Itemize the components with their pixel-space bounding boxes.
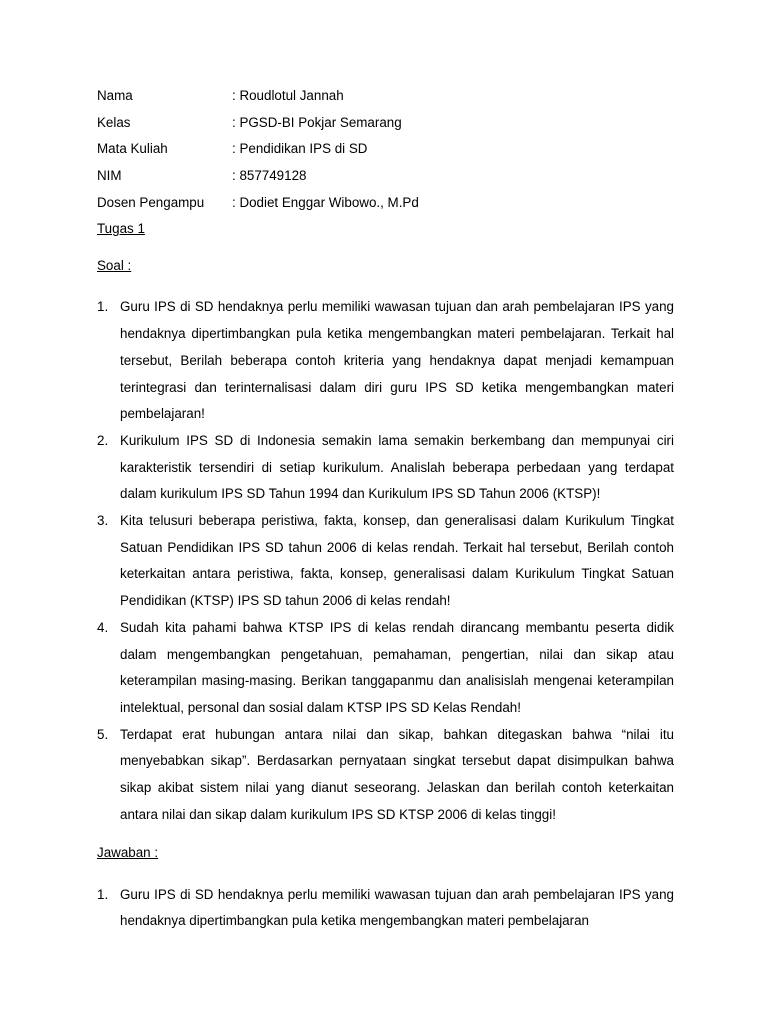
item-number: 1.	[97, 299, 109, 315]
info-label: Dosen Pengampu	[97, 194, 205, 210]
document-page	[97, 86, 674, 935]
info-value: : Dodiet Enggar Wibowo., M.Pd	[232, 194, 419, 210]
list-item	[97, 294, 674, 428]
info-row-dosen	[97, 193, 674, 220]
list-item	[97, 428, 674, 508]
item-number: 3.	[97, 513, 109, 529]
soal-list	[97, 294, 674, 828]
item-text: Kita telusuri beberapa peristiwa, fakta, konsep, dan generalisasi dalam Kurikulum Tingkat Satuan Pendidikan IPS SD tahun 2006 di kelas rendah. Terkait hal tersebut, Berilah contoh keterkaitan antara peristiwa, fakta, konsep, generalisasi dalam Kurikulum Tingkat Satuan Pendidikan (KTSP) IPS SD tahun 2006 di kelas rendah!	[120, 513, 674, 609]
item-text: Guru IPS di SD hendaknya perlu memiliki wawasan tujuan dan arah pembelajaran IPS yang hendaknya dipertimbangkan pula ketika mengembangkan materi pembelajaran. Terkait hal tersebut, Berilah beberapa contoh kriteria yang hendaknya dapat menjadi kemampuan terintegrasi dan terinternalisasi dalam diri guru IPS SD ketika mengembangkan materi pembelajaran!	[120, 299, 674, 422]
info-value: : 857749128	[232, 168, 307, 184]
info-label: Kelas	[97, 114, 131, 130]
item-text: Kurikulum IPS SD di Indonesia semakin lama semakin berkembang dan mempunyai ciri karakteristik tersendiri di setiap kurikulum. Analislah beberapa perbedaan yang terdapat dalam kurikulum IPS SD Tahun 1994 dan Kurikulum IPS SD Tahun 2006 (KTSP)!	[120, 432, 674, 502]
info-row-nim	[97, 166, 674, 193]
item-number: 2.	[97, 432, 109, 448]
soal-heading: Soal :	[97, 258, 132, 274]
list-item	[97, 882, 674, 935]
item-number: 1.	[97, 886, 109, 902]
item-number: 5.	[97, 726, 109, 742]
info-value: : Roudlotul Jannah	[232, 88, 344, 103]
info-label: Mata Kuliah	[97, 141, 168, 157]
list-item	[97, 508, 674, 615]
task-title: Tugas 1	[97, 221, 145, 237]
student-info	[97, 86, 674, 219]
item-text: Terdapat erat hubungan antara nilai dan sikap, bahkan ditegaskan bahwa “nilai itu menyebabkan sikap”. Berdasarkan pernyataan singkat tersebut dapat disimpulkan bahwa sikap akibat sistem nilai yang dianut seseorang. Jelaskan dan berilah contoh keterkaitan antara nilai dan sikap dalam kurikulum IPS SD KTSP 2006 di kelas tinggi!	[120, 726, 674, 822]
info-row-nama	[97, 86, 674, 113]
item-text: Sudah kita pahami bahwa KTSP IPS di kelas rendah dirancang membantu peserta didik dalam mengembangkan pengetahuan, pemahaman, pengertian, nilai dan sikap atau keterampilan masing-masing. Berikan tanggapanmu dan analisislah mengenai keterampilan intelektual, personal dan sosial dalam KTSP IPS SD Kelas Rendah!	[120, 619, 674, 715]
info-value: : Pendidikan IPS di SD	[232, 141, 368, 157]
list-item	[97, 615, 674, 722]
info-label: Nama	[97, 88, 133, 103]
info-row-mata-kuliah	[97, 139, 674, 166]
jawaban-list	[97, 882, 674, 935]
info-value: : PGSD-BI Pokjar Semarang	[232, 114, 402, 130]
list-item	[97, 722, 674, 829]
item-text: Guru IPS di SD hendaknya perlu memiliki wawasan tujuan dan arah pembelajaran IPS yang hendaknya dipertimbangkan pula ketika mengembangkan materi pembelajaran	[120, 886, 674, 929]
jawaban-heading: Jawaban :	[97, 844, 159, 860]
item-number: 4.	[97, 619, 109, 635]
info-label: NIM	[97, 168, 122, 184]
info-row-kelas	[97, 113, 674, 140]
